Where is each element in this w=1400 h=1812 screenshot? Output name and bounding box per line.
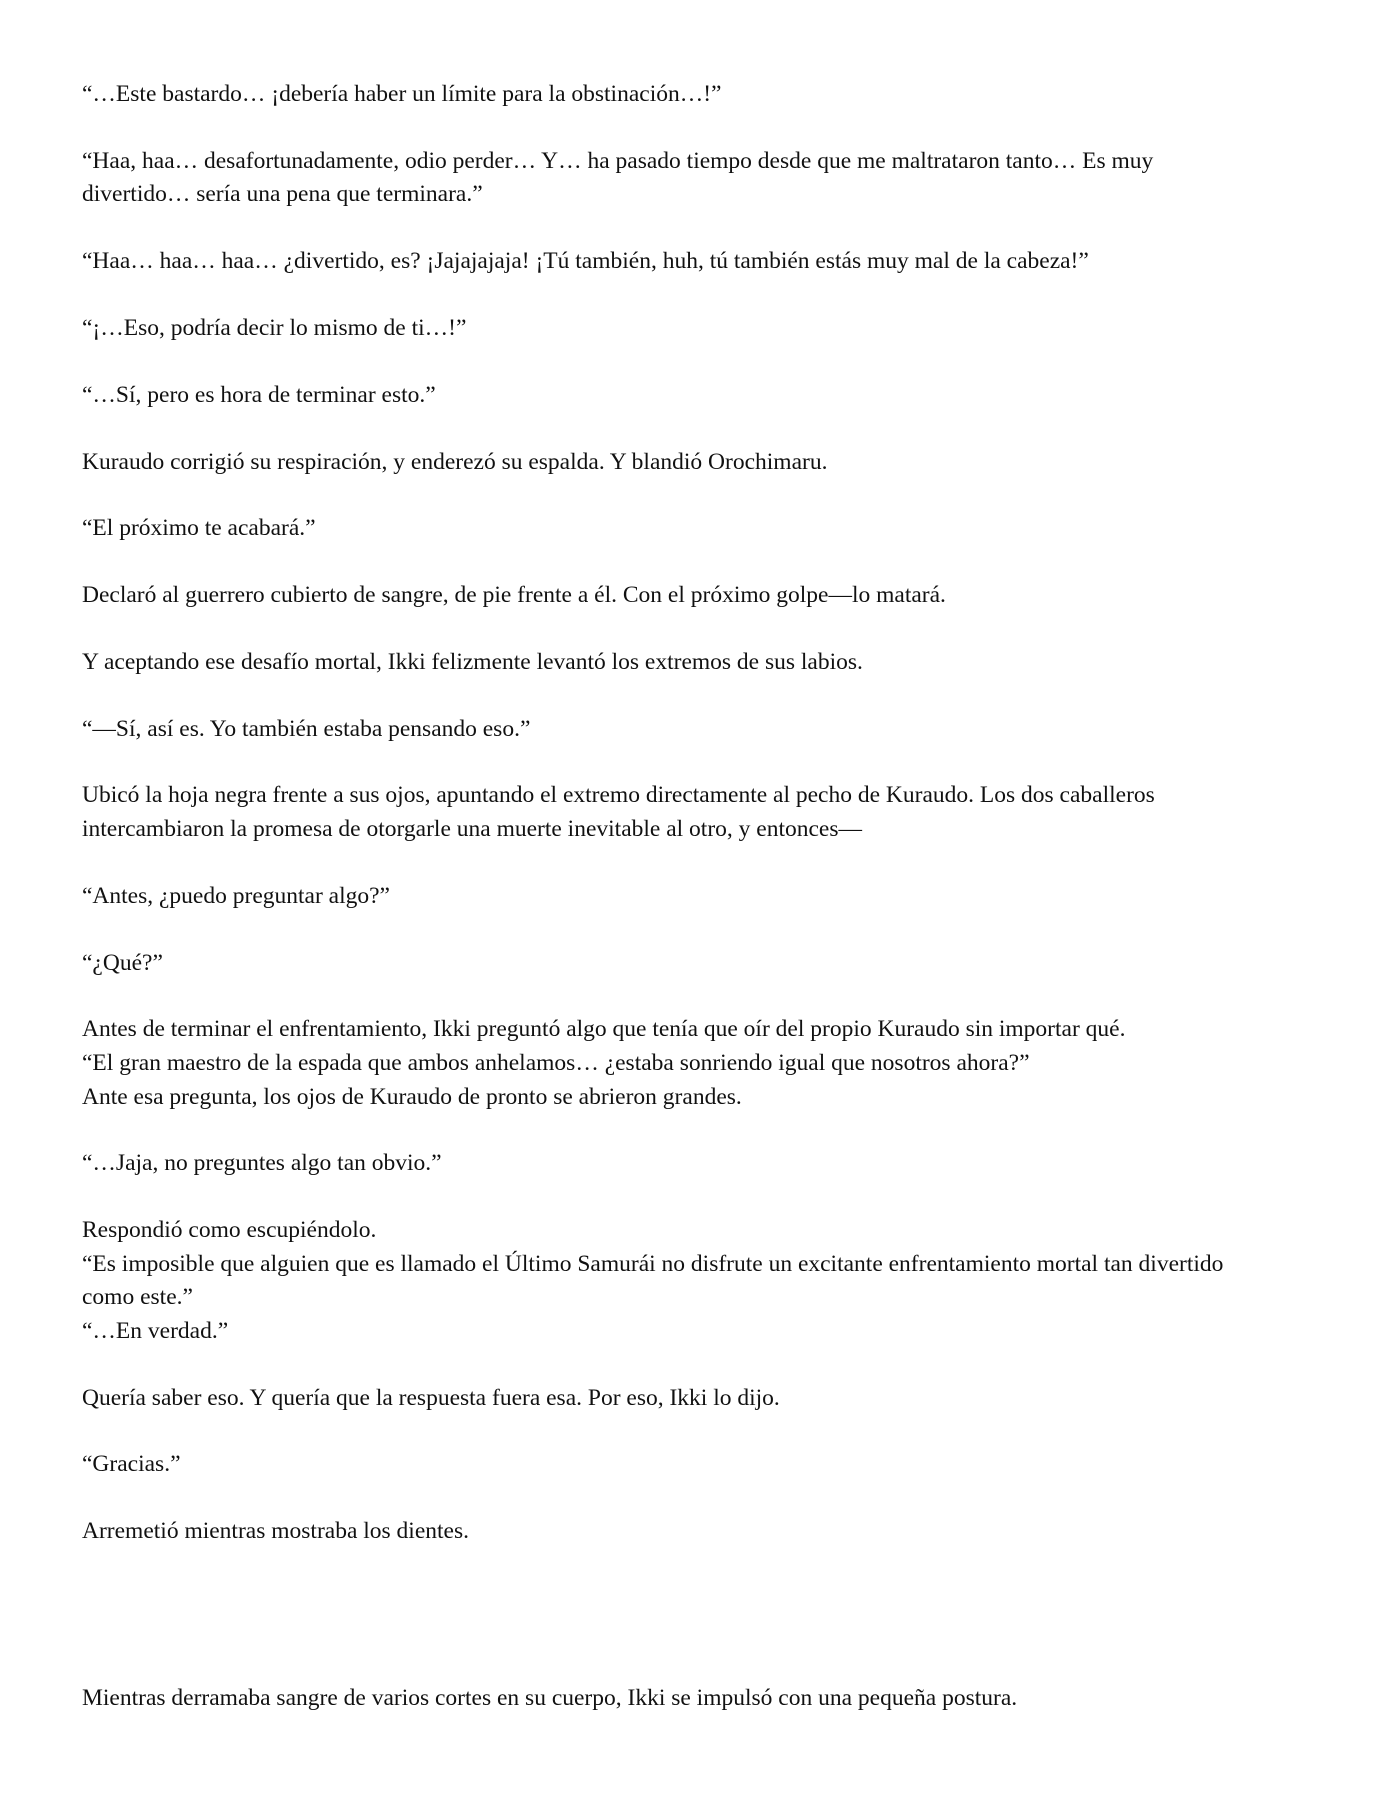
text-line: “Gracias.” — [82, 1451, 181, 1478]
text-line: Ubicó la hoja negra frente a sus ojos, apuntando el extremo directamente al pecho de Kuraudo. Los dos caballeros — [82, 782, 1155, 809]
text-line: Quería saber eso. Y quería que la respuesta fuera esa. Por eso, Ikki lo dijo. — [82, 1384, 780, 1411]
paragraph — [82, 1214, 1332, 1348]
text-line: “Haa… haa… haa… ¿divertido, es? ¡Jajajajaja! ¡Tú también, huh, tú también estás muy mal de la cabeza!” — [82, 248, 1089, 275]
text-line: Mientras derramaba sangre de varios cortes en su cuerpo, Ikki se impulsó con una pequeña postura. — [82, 1685, 1018, 1711]
paragraph — [82, 579, 1332, 613]
text-line: “…En verdad.” — [82, 1317, 229, 1344]
paragraph — [82, 145, 1332, 212]
text-line: Ante esa pregunta, los ojos de Kuraudo de pronto se abrieron grandes. — [82, 1083, 742, 1110]
paragraph — [82, 78, 1332, 112]
paragraph — [82, 713, 1332, 747]
text-line: Respondió como escupiéndolo. — [82, 1217, 377, 1244]
paragraph — [82, 1147, 1332, 1181]
document-page — [82, 78, 1332, 1749]
paragraph — [82, 880, 1332, 914]
paragraph — [82, 312, 1332, 346]
paragraph — [82, 646, 1332, 680]
paragraph — [82, 779, 1332, 846]
paragraph — [82, 1382, 1332, 1416]
paragraph — [82, 1515, 1332, 1549]
text-line: “Haa, haa… desafortunadamente, odio perder… Y… ha pasado tiempo desde que me maltrataron tanto… Es muy — [82, 147, 1154, 174]
text-line: Declaró al guerrero cubierto de sangre, de pie frente a él. Con el próximo golpe—lo matará. — [82, 582, 946, 609]
paragraph — [82, 379, 1332, 413]
text-line: “¡…Eso, podría decir lo mismo de ti…!” — [82, 314, 467, 341]
paragraph — [82, 512, 1332, 546]
text-line: Y aceptando ese desafío mortal, Ikki felizmente levantó los extremos de sus labios. — [82, 648, 863, 675]
text-line: “¿Qué?” — [82, 949, 163, 976]
paragraph — [82, 1682, 1332, 1716]
paragraph — [82, 947, 1332, 981]
text-line: “—Sí, así es. Yo también estaba pensando eso.” — [82, 715, 531, 742]
paragraph — [82, 446, 1332, 480]
text-line: “Es imposible que alguien que es llamado el Último Samurái no disfrute un excitante enfrentamiento mortal tan divertido — [82, 1250, 1224, 1277]
section-break — [82, 1582, 1332, 1682]
paragraph — [82, 1013, 1332, 1114]
text-line: como este.” — [82, 1284, 193, 1311]
paragraph — [82, 1448, 1332, 1482]
text-line: Antes de terminar el enfrentamiento, Ikki preguntó algo que tenía que oír del propio Kuraudo sin importar qué. — [82, 1016, 1126, 1043]
text-line: Kuraudo corrigió su respiración, y enderezó su espalda. Y blandió Orochimaru. — [82, 448, 828, 475]
text-line: intercambiaron la promesa de otorgarle una muerte inevitable al otro, y entonces— — [82, 816, 862, 842]
text-line: “El próximo te acabará.” — [82, 515, 316, 542]
text-line: “…Sí, pero es hora de terminar esto.” — [82, 381, 436, 408]
text-line: “…Jaja, no preguntes algo tan obvio.” — [82, 1150, 442, 1177]
text-line: “…Este bastardo… ¡debería haber un límite para la obstinación…!” — [82, 81, 722, 107]
text-line: divertido… sería una pena que terminara.” — [82, 181, 483, 208]
paragraph — [82, 245, 1332, 279]
text-line: Arremetió mientras mostraba los dientes. — [82, 1518, 469, 1545]
text-line: “El gran maestro de la espada que ambos anhelamos… ¿estaba sonriendo igual que nosotros ahora?” — [82, 1049, 1030, 1076]
text-line: “Antes, ¿puedo preguntar algo?” — [82, 882, 390, 909]
